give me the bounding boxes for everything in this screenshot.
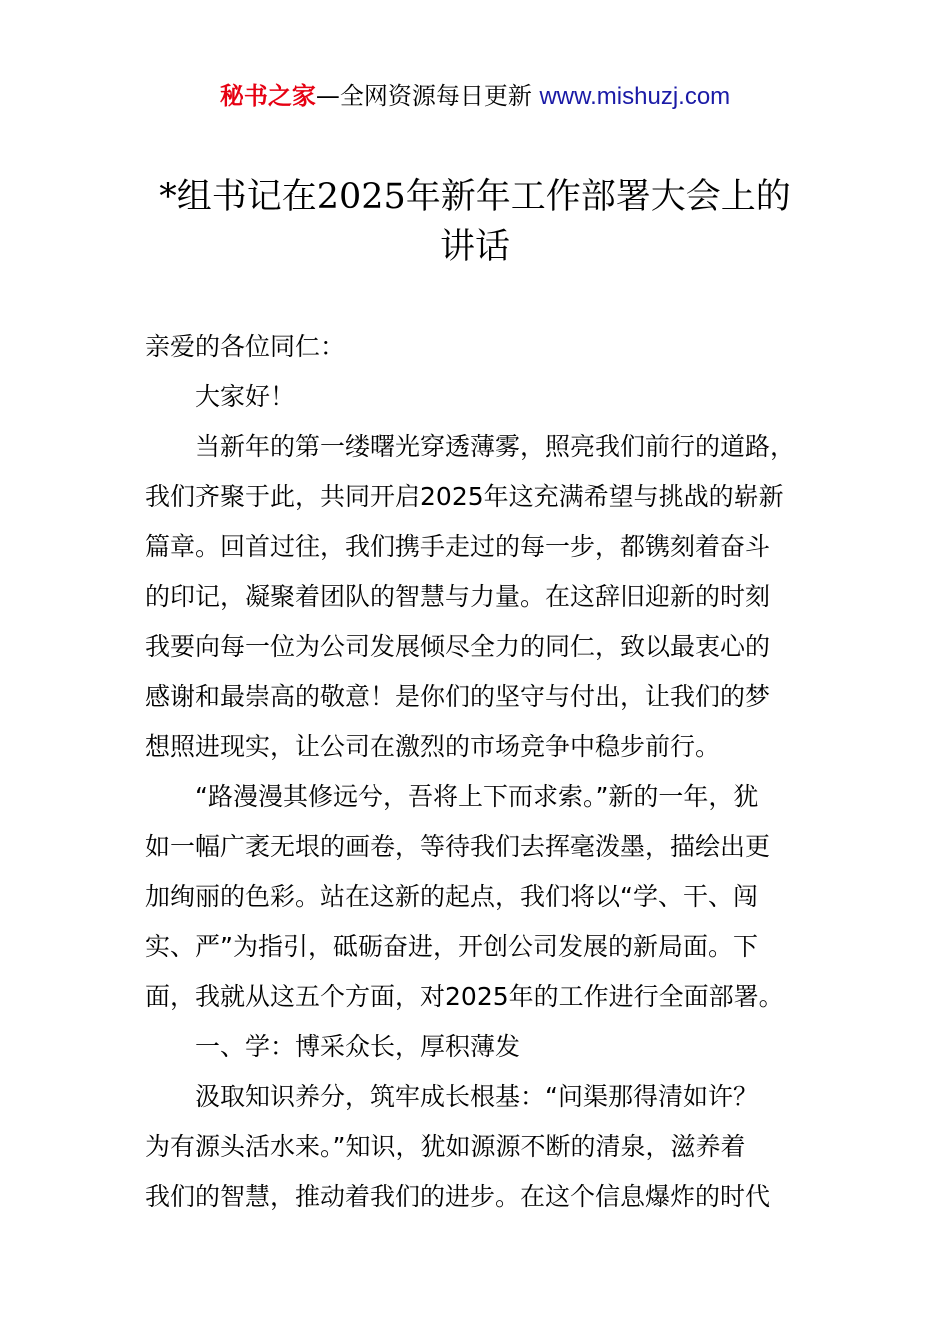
body-line: 当新年的第一缕曙光穿透薄雾，照亮我们前行的道路， <box>195 432 796 461</box>
body-line: 面，我就从这五个方面，对2025年的工作进行全面部署。 <box>145 982 784 1011</box>
body-line: 篇章。回首过往，我们携手走过的每一步，都镌刻着奋斗 <box>145 532 771 561</box>
document-title <box>100 172 850 272</box>
title-line-2: 讲话 <box>439 227 510 267</box>
body-line: 我要向每一位为公司发展倾尽全力的同仁，致以最衷心的 <box>145 632 771 661</box>
section-heading: 一、学：博采众长，厚积薄发 <box>195 1032 521 1061</box>
body-line: 为有源头活水来。”知识，犹如源源不断的清泉，滋养着 <box>145 1132 746 1161</box>
document-body <box>145 322 835 1222</box>
body-line: 的印记，凝聚着团队的智慧与力量。在这辞旧迎新的时刻 <box>145 582 771 611</box>
body-line: 我们的智慧，推动着我们的进步。在这个信息爆炸的时代 <box>145 1182 771 1211</box>
title-line-1: *组书记在2025年新年工作部署大会上的 <box>159 177 791 217</box>
body-line: 汲取知识养分，筑牢成长根基：“问渠那得清如许？ <box>195 1082 758 1111</box>
site-header <box>0 80 950 113</box>
body-line: 我们齐聚于此，共同开启2025年这充满希望与挑战的崭新 <box>145 482 784 511</box>
site-url-link[interactable]: www.mishuzj.com <box>539 83 731 110</box>
greeting: 大家好！ <box>195 382 296 411</box>
body-line: 加绚丽的色彩。站在这新的起点，我们将以“学、干、闯 <box>145 882 758 911</box>
body-line: 实、严”为指引，砥砺奋进，开创公司发展的新局面。下 <box>145 932 758 961</box>
salutation: 亲爱的各位同仁： <box>145 332 346 361</box>
body-line: “路漫漫其修远兮，吾将上下而求索。”新的一年，犹 <box>195 782 759 811</box>
body-line: 感谢和最崇高的敬意！是你们的坚守与付出，让我们的梦 <box>145 682 771 711</box>
body-line: 想照进现实，让公司在激烈的市场竞争中稳步前行。 <box>145 732 721 761</box>
body-line: 如一幅广袤无垠的画卷，等待我们去挥毫泼墨，描绘出更 <box>145 832 771 861</box>
brand-name: 秘书之家 <box>219 82 316 110</box>
header-tagline: —全网资源每日更新 <box>315 82 540 110</box>
